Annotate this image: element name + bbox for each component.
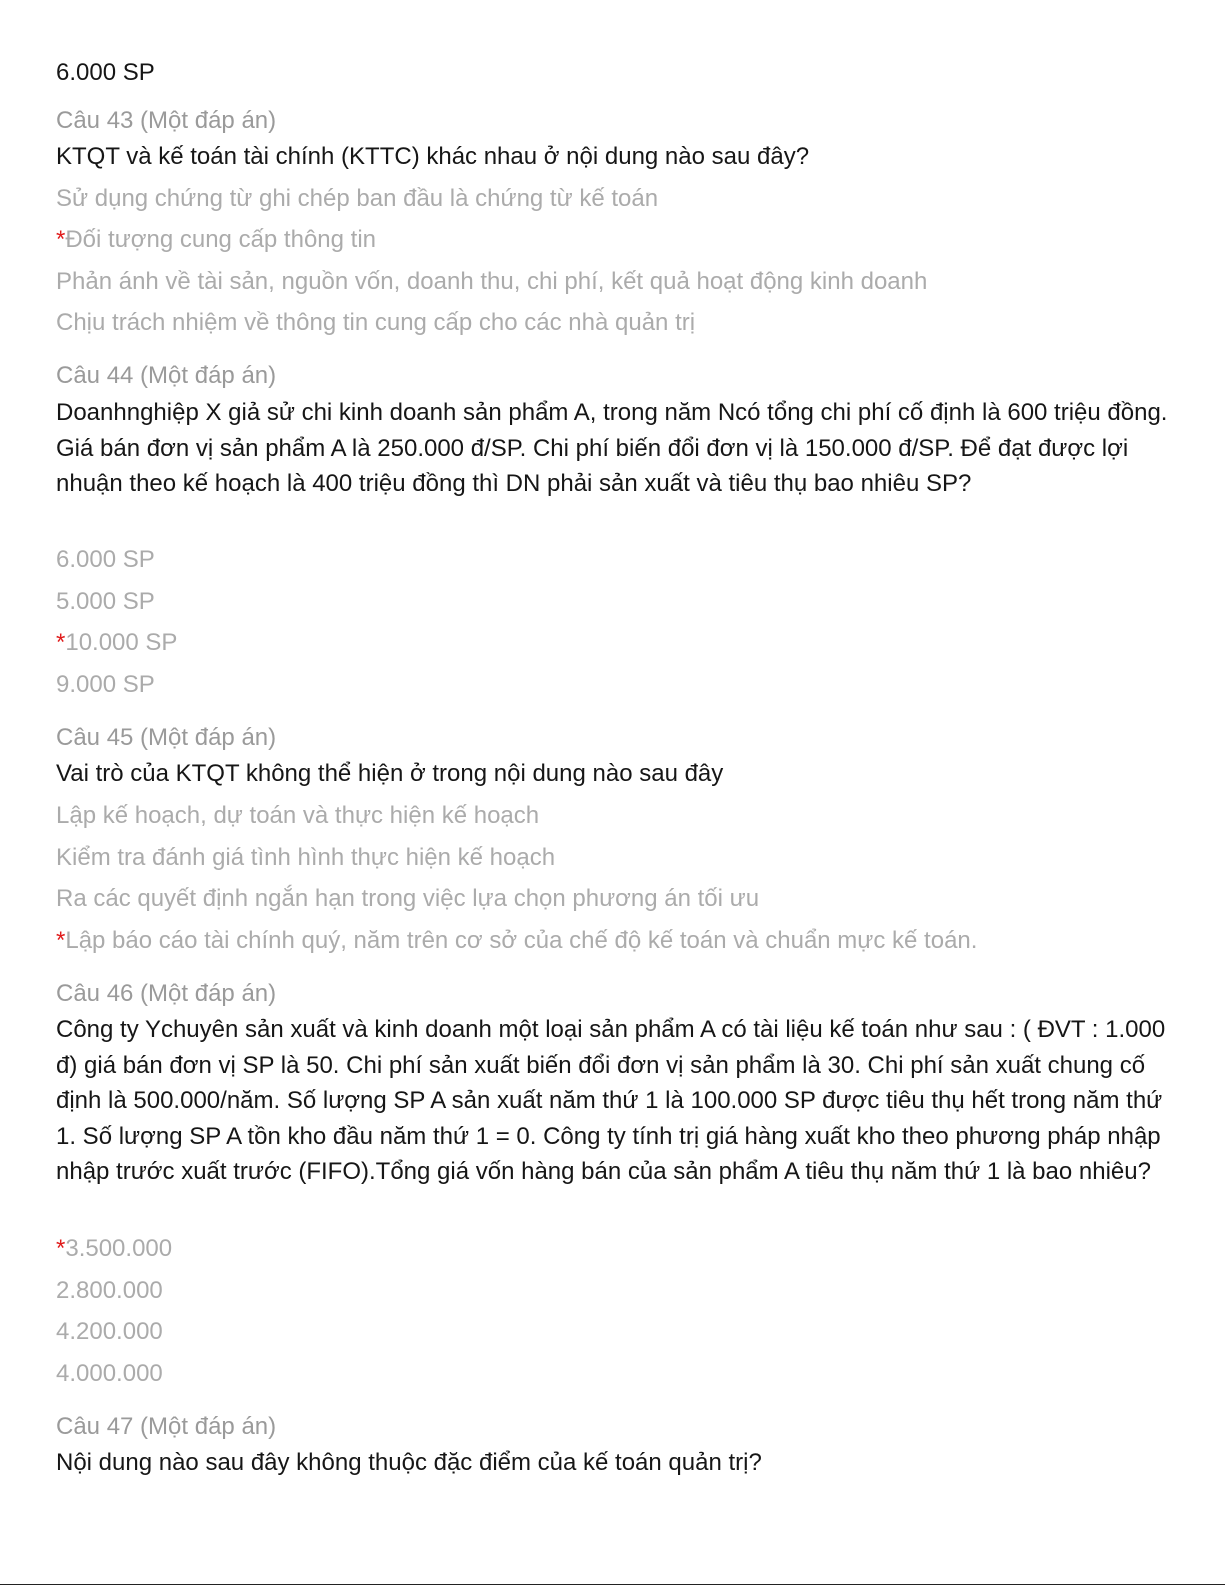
question-44-option-1[interactable]: 6.000 SP	[56, 546, 155, 573]
question-44-option-3[interactable]	[56, 625, 177, 661]
question-43-option-2[interactable]	[56, 222, 376, 258]
question-47-header: Câu 47 (Một đáp án)	[56, 1413, 277, 1440]
question-45-option-4[interactable]	[56, 923, 977, 959]
question-44-header: Câu 44 (Một đáp án)	[56, 362, 277, 389]
question-43-text: KTQT và kế toán tài chính (KTTC) khác nhau ở nội dung nào sau đây?	[56, 143, 810, 170]
question-47-text: Nội dung nào sau đây không thuộc đặc điểm của kế toán quản trị?	[56, 1449, 762, 1476]
question-46-header: Câu 46 (Một đáp án)	[56, 980, 277, 1007]
correct-answer-marker: *	[56, 629, 66, 656]
question-43-header: Câu 43 (Một đáp án)	[56, 107, 277, 134]
question-45-option-3[interactable]: Ra các quyết định ngắn hạn trong việc lựa chọn phương án tối ưu	[56, 885, 760, 912]
question-46-option-3[interactable]: 4.200.000	[56, 1318, 163, 1345]
correct-answer-marker: *	[56, 927, 66, 954]
question-46-text: Công ty Ychuyên sản xuất và kinh doanh một loại sản phẩm A có tài liệu kế toán như sau : ( ĐVT : 1.000 đ) giá bán đơn vị SP là 50. Chi phí sản xuất biến đổi đơn vị sản phẩm là 30. Chi phí sản xuất chung cố định là 500.000/năm. Số lượng SP A sản xuất năm thứ 1 là 100.000 SP được tiêu thụ hết trong năm thứ 1. Số lượng SP A tồn kho đầu năm thứ 1 = 0. Công ty tính trị giá hàng xuất kho theo phương pháp nhập nhập trước xuất trước (FIFO).Tổng giá vốn hàng bán của sản phẩm A tiêu thụ năm thứ 1 là bao nhiêu?	[56, 1016, 1166, 1186]
question-46-option-2[interactable]: 2.800.000	[56, 1277, 163, 1304]
question-44-option-2[interactable]: 5.000 SP	[56, 588, 155, 615]
previous-answer-tail: 6.000 SP	[56, 59, 155, 86]
correct-answer-marker: *	[56, 226, 66, 253]
question-44-option-3-label: 10.000 SP	[65, 629, 178, 656]
question-43-option-1[interactable]: Sử dụng chứng từ ghi chép ban đầu là chứng từ kế toán	[56, 185, 659, 212]
question-45-header: Câu 45 (Một đáp án)	[56, 724, 277, 751]
question-43-option-3[interactable]: Phản ánh về tài sản, nguồn vốn, doanh thu, chi phí, kết quả hoạt động kinh doanh	[56, 268, 928, 295]
question-45-option-2[interactable]: Kiểm tra đánh giá tình hình thực hiện kế hoạch	[56, 844, 556, 871]
question-44-text: Doanhnghiệp X giả sử chi kinh doanh sản phẩm A, trong năm Ncó tổng chi phí cố định là 600 triệu đồng. Giá bán đơn vị sản phẩm A là 250.000 đ/SP. Chi phí biến đổi đơn vị là 150.000 đ/SP. Để đạt được lợi nhuận theo kế hoạch là 400 triệu đồng thì DN phải sản xuất và tiêu thụ bao nhiêu SP?	[56, 399, 1168, 498]
correct-answer-marker: *	[56, 1235, 66, 1262]
question-43-option-4[interactable]: Chịu trách nhiệm về thông tin cung cấp cho các nhà quản trị	[56, 309, 696, 336]
question-45-option-4-label: Lập báo cáo tài chính quý, năm trên cơ sở của chế độ kế toán và chuẩn mực kế toán.	[65, 927, 978, 954]
question-46-option-1-label: 3.500.000	[65, 1235, 173, 1262]
question-45-option-1[interactable]: Lập kế hoạch, dự toán và thực hiện kế hoạch	[56, 802, 540, 829]
question-46-option-1[interactable]	[56, 1231, 172, 1267]
question-45-text: Vai trò của KTQT không thể hiện ở trong nội dung nào sau đây	[56, 760, 724, 787]
question-43-option-2-label: Đối tượng cung cấp thông tin	[65, 226, 377, 253]
question-44-option-4[interactable]: 9.000 SP	[56, 671, 155, 698]
question-46-option-4[interactable]: 4.000.000	[56, 1360, 163, 1387]
